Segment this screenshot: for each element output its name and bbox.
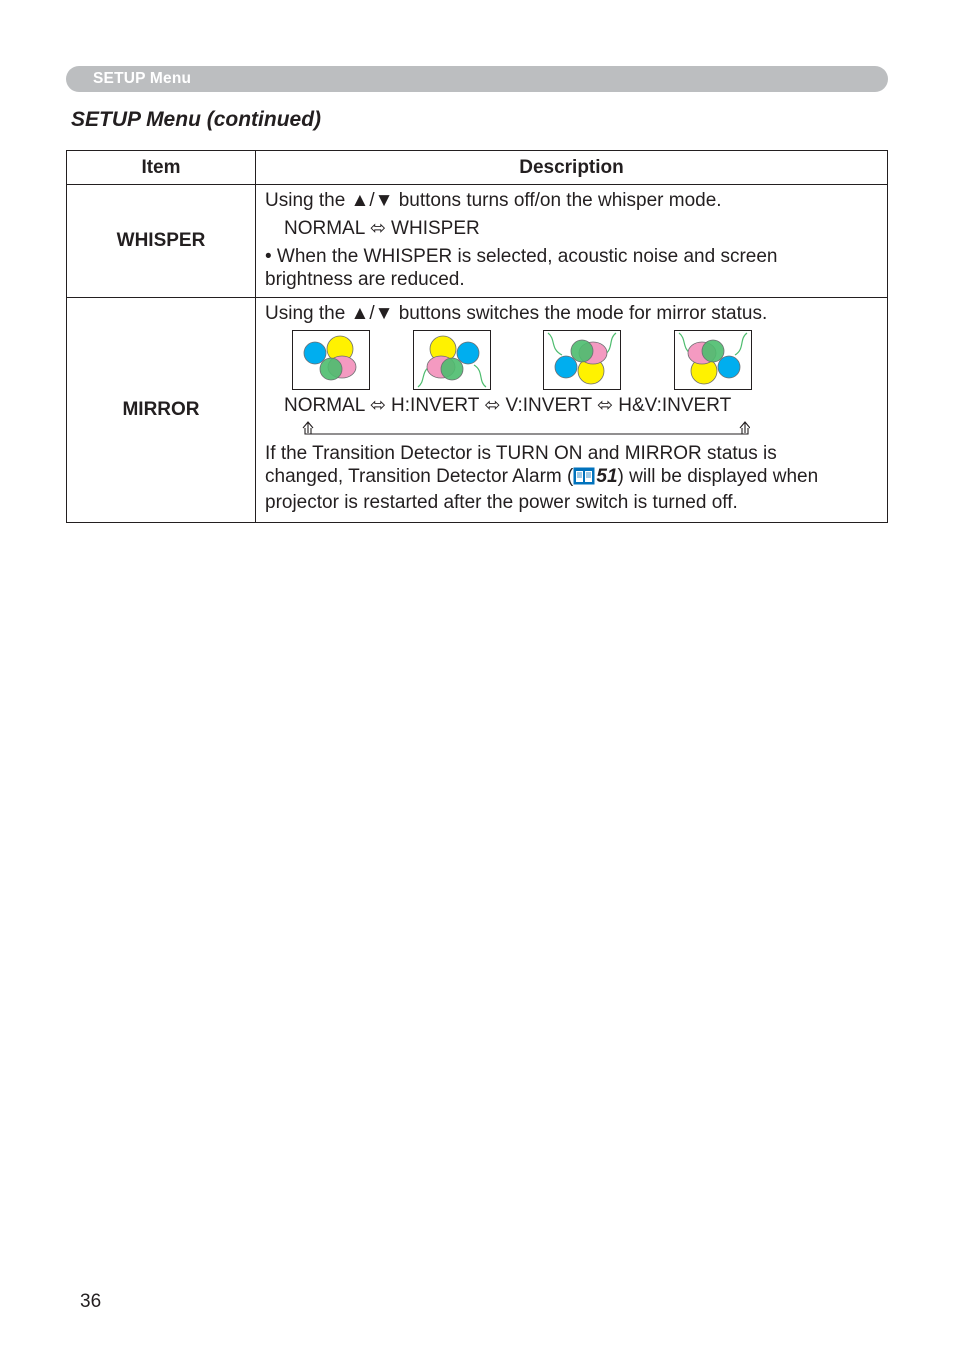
mirror-cycle-arrows xyxy=(265,417,887,437)
mirror-note-line-2 xyxy=(265,465,887,491)
whisper-line-1: Using the ▲/▼ buttons turns off/on the whisper mode. xyxy=(265,190,722,211)
item-mirror: MIRROR xyxy=(67,298,256,523)
column-header-item: Item xyxy=(67,151,256,185)
page-reference-link[interactable]: 51 xyxy=(596,466,618,487)
mirror-v-invert-illustration xyxy=(543,330,621,390)
whisper-modes: NORMAL ⬄ WHISPER xyxy=(284,218,480,239)
header-bar xyxy=(66,66,888,92)
section-title: SETUP Menu (continued) xyxy=(71,108,322,131)
mirror-hv-invert-illustration xyxy=(674,330,752,390)
mirror-note-text-after: ) will be displayed when xyxy=(617,466,819,487)
item-whisper: WHISPER xyxy=(67,185,256,298)
mirror-modes: NORMAL ⬄ H:INVERT ⬄ V:INVERT ⬄ H&V:INVERT xyxy=(284,395,732,416)
mirror-illustrations xyxy=(265,328,887,394)
mirror-line-1: Using the ▲/▼ buttons switches the mode for mirror status. xyxy=(265,303,768,324)
description-mirror xyxy=(256,298,888,523)
book-reference-icon xyxy=(573,467,595,491)
whisper-note-line-1: • When the WHISPER is selected, acoustic noise and screen xyxy=(265,246,778,267)
mirror-note-text-before: changed, Transition Detector Alarm ( xyxy=(265,466,574,487)
mirror-h-invert-illustration xyxy=(413,330,491,390)
page-number: 36 xyxy=(80,1291,102,1312)
mirror-note-line-3: projector is restarted after the power switch is turned off. xyxy=(265,492,738,513)
header-label: SETUP Menu xyxy=(93,70,192,87)
description-whisper xyxy=(256,185,888,298)
mirror-note-line-1: If the Transition Detector is TURN ON and MIRROR status is xyxy=(265,443,777,464)
table-row xyxy=(67,298,888,523)
table-header-row xyxy=(67,151,888,185)
mirror-normal-illustration xyxy=(292,330,370,390)
column-header-description: Description xyxy=(256,151,888,185)
setup-table xyxy=(66,150,888,523)
table-row xyxy=(67,185,888,298)
whisper-note-line-2: brightness are reduced. xyxy=(265,269,465,290)
